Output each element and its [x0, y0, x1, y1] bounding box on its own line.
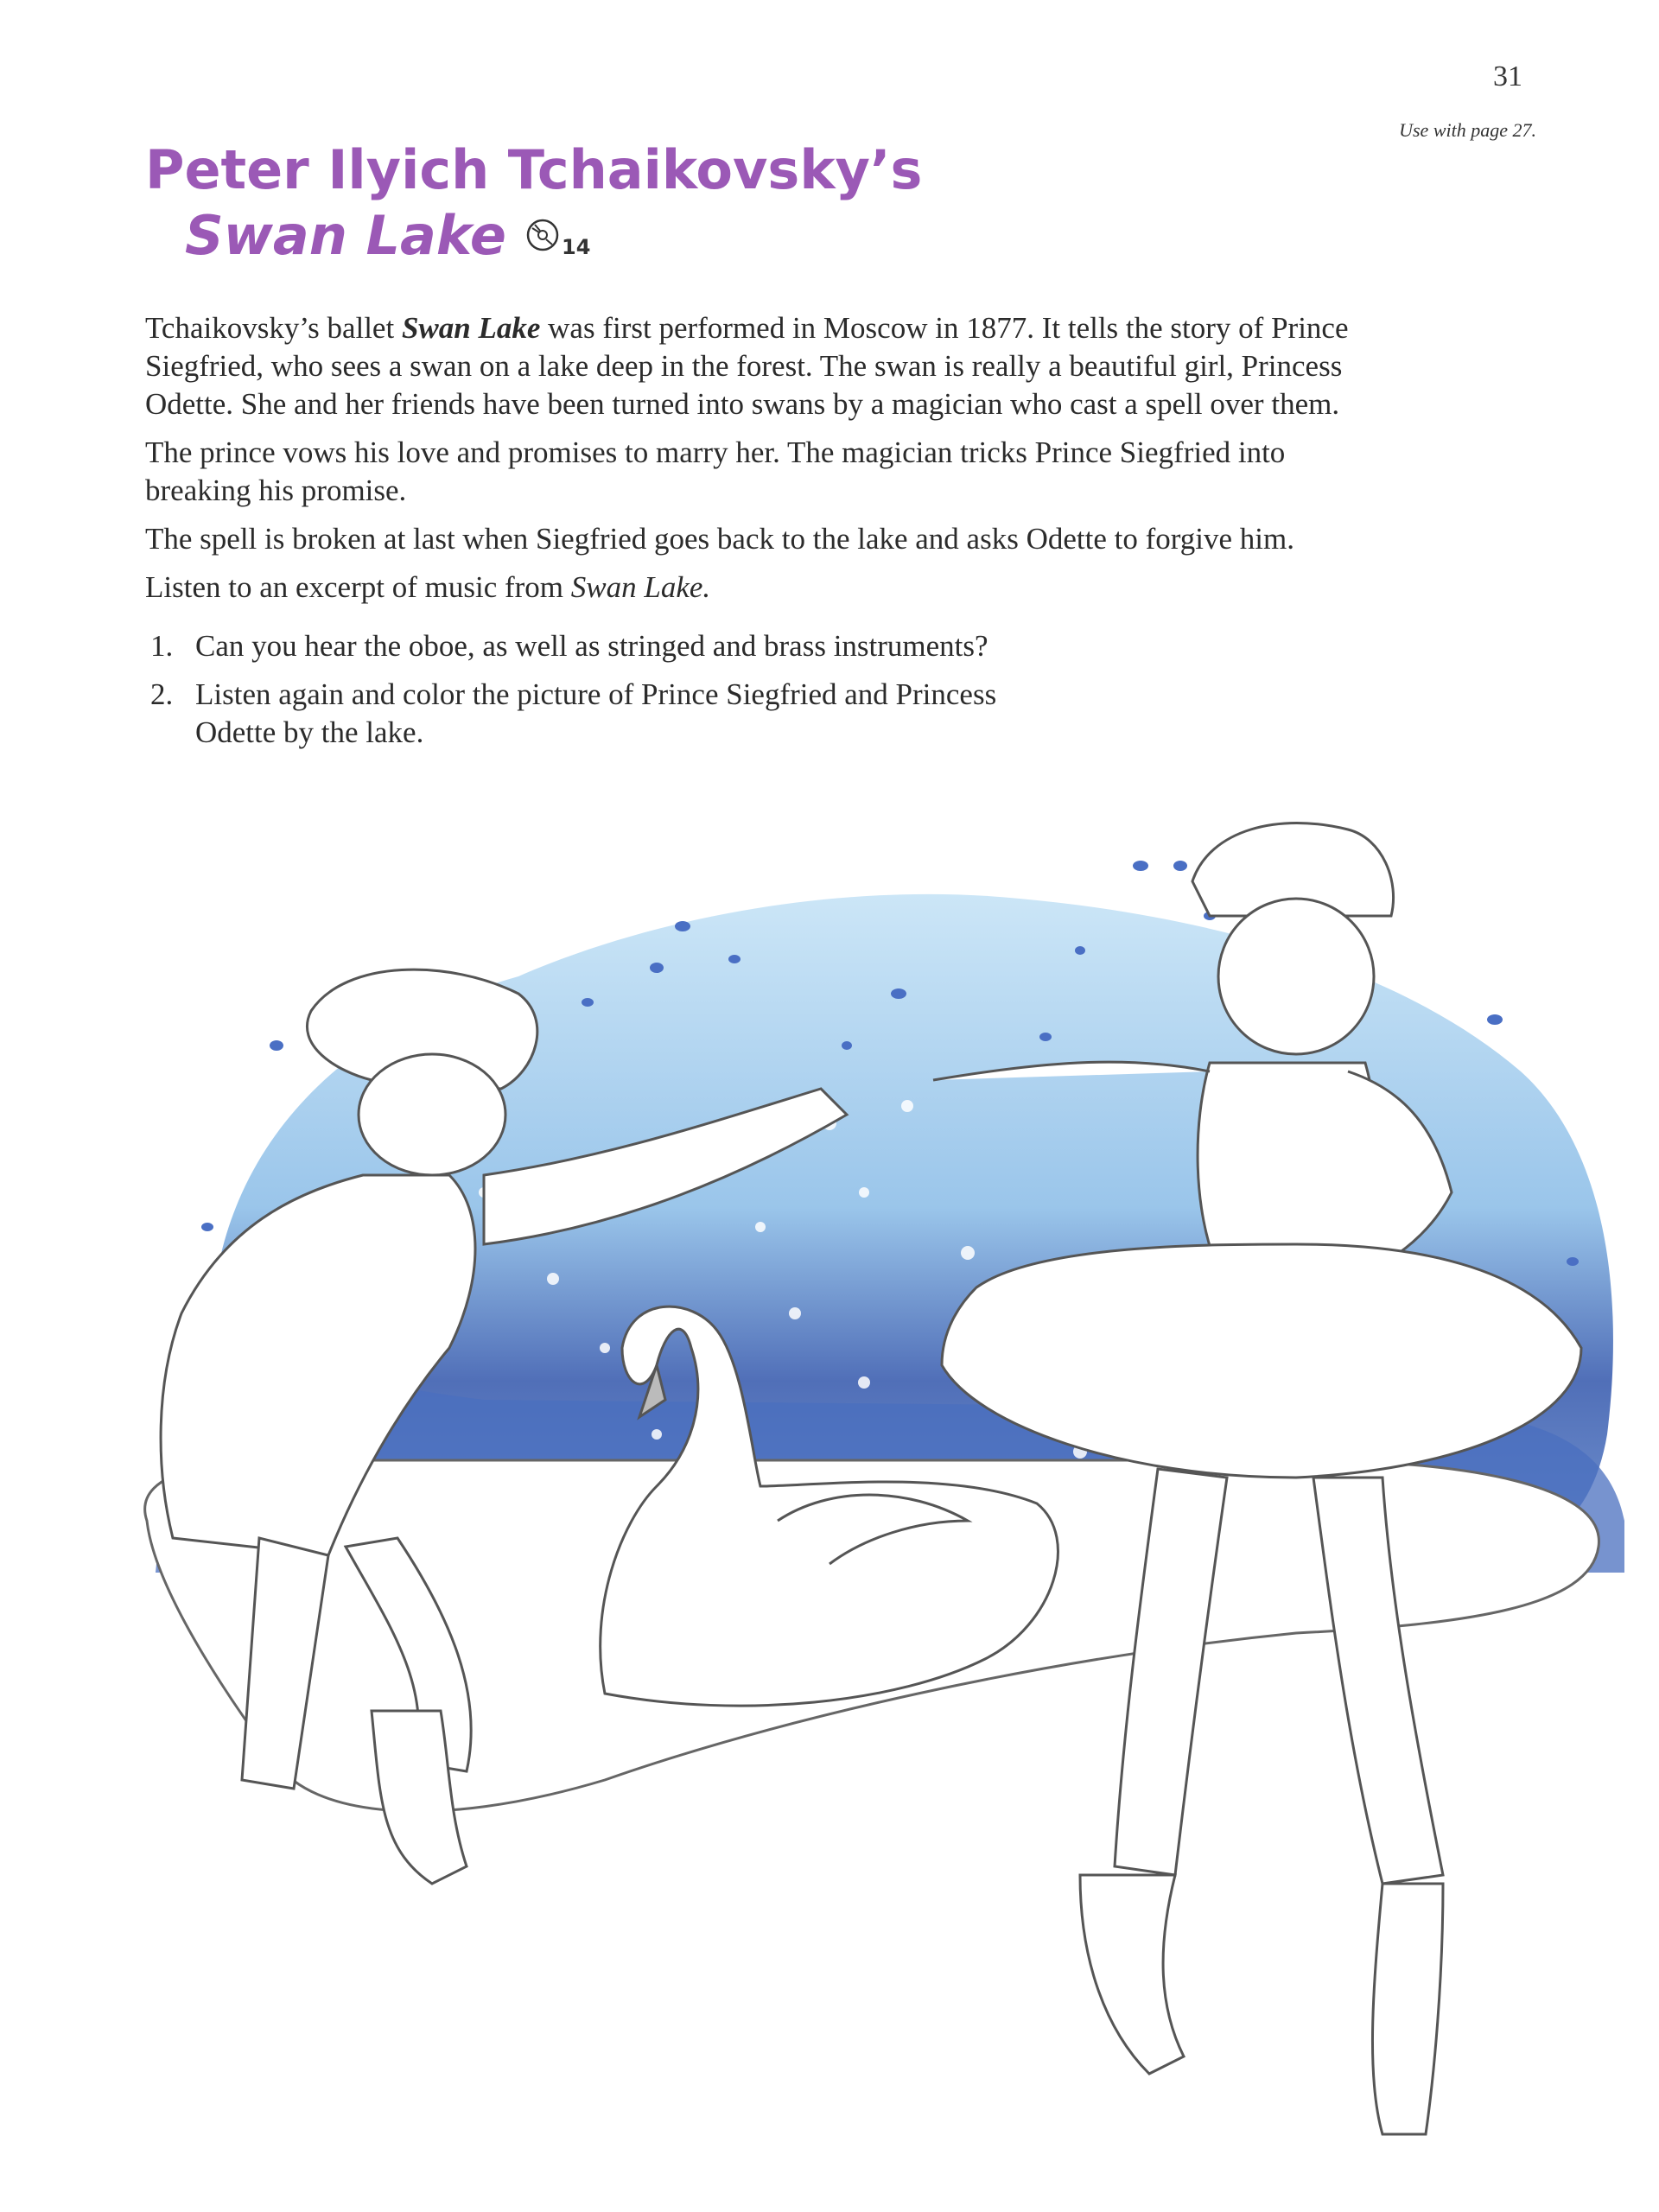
- question-item: 1. Can you hear the oboe, as well as stringed and brass instruments?: [150, 629, 988, 663]
- paragraph-spell: The spell is broken at last when Siegfried goes back to the lake and asks Odette to forgive him.: [145, 522, 1294, 556]
- princess-odette: [933, 823, 1581, 2135]
- paragraph-listen: Listen to an excerpt of music from Swan Lake.: [145, 570, 711, 604]
- use-with-note: Use with page 27.: [1399, 119, 1536, 141]
- page-subtitle: Swan Lake: [185, 204, 506, 267]
- question-item: 2. Listen again and color the picture of Prince Siegfried and Princess Odette by the lake.: [150, 677, 997, 749]
- cd-track-number: 14: [562, 235, 591, 259]
- swan: [601, 1306, 1058, 1706]
- blue-petals: [201, 861, 1579, 1266]
- water-wash: [200, 894, 1613, 1590]
- page-title: Peter Ilyich Tchaikovsky’s: [145, 138, 923, 201]
- prince-siegfried: [161, 969, 847, 1884]
- page-number: 31: [1493, 60, 1522, 92]
- question-list: [145, 627, 1372, 752]
- paragraph-promise: The prince vows his love and promises to marry her. The magician tricks Prince Siegfried into breaking his promise.: [145, 435, 1286, 507]
- paragraph-intro: Tchaikovsky’s ballet Swan Lake was first performed in Moscow in 1877. It tells the story of Prince Siegfried, who sees a swan on a lake deep in the forest. The swan is really a beautiful girl, Princess Odette. She and her friends have been turned into swans by a magician who cast a spell over them.: [145, 311, 1349, 421]
- lake: [145, 1459, 1599, 1812]
- cd-icon: [525, 218, 560, 252]
- snow-dots: [288, 1100, 1475, 1492]
- body-text: [145, 309, 1372, 762]
